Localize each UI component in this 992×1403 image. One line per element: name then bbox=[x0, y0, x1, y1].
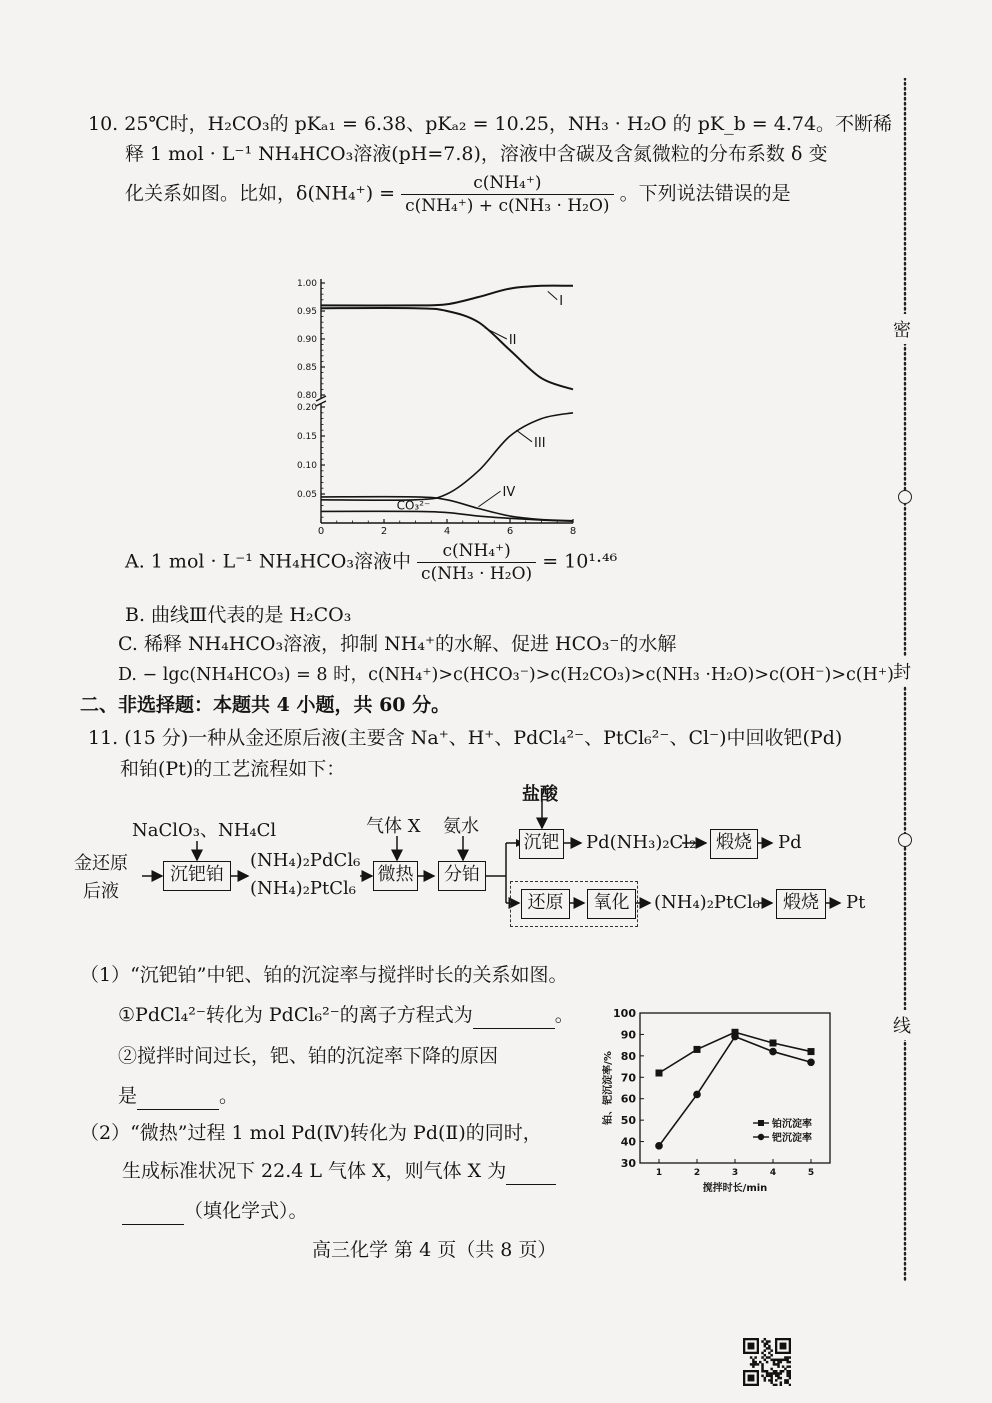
flow-box-wei-re: 微热 bbox=[373, 861, 418, 891]
qr-module bbox=[780, 1372, 782, 1374]
q11-part2b bbox=[122, 1158, 556, 1185]
answer-blank-2[interactable] bbox=[137, 1083, 219, 1110]
flow-product1a: (NH₄)₂PdCl₆ bbox=[250, 850, 361, 871]
qr-module bbox=[786, 1372, 788, 1374]
qr-module bbox=[770, 1381, 772, 1383]
qr-module bbox=[770, 1368, 772, 1370]
answer-blank-4[interactable] bbox=[122, 1198, 184, 1225]
qr-module bbox=[764, 1338, 766, 1340]
legend-marker-square bbox=[758, 1120, 764, 1126]
q10-line3-prefix: 化关系如图。比如，δ(NH₄⁺) = bbox=[125, 182, 396, 205]
qr-module bbox=[752, 1365, 754, 1367]
qr-module bbox=[766, 1372, 768, 1374]
qr-module bbox=[775, 1379, 777, 1381]
flow-product1b: (NH₄)₂PtCl₆ bbox=[250, 878, 357, 899]
qr-module bbox=[770, 1375, 772, 1377]
x-tick-label: 2 bbox=[693, 1168, 701, 1178]
data-point-square bbox=[808, 1048, 815, 1055]
process-flow-diagram bbox=[60, 780, 880, 930]
qr-module bbox=[770, 1377, 772, 1379]
qr-module bbox=[780, 1381, 782, 1383]
q10-option-c: C. 稀释 NH₄HCO₃溶液，抑制 NH₄⁺的水解、促进 HCO₃⁻的水解 bbox=[118, 633, 677, 655]
qr-module bbox=[764, 1370, 766, 1372]
qr-module bbox=[780, 1361, 782, 1363]
option-a-prefix: A. 1 mol · L⁻¹ NH₄HCO₃溶液中 bbox=[125, 550, 411, 573]
qr-module bbox=[764, 1379, 766, 1381]
data-point-square bbox=[656, 1070, 663, 1077]
q10-option-d: D. − lgc(NH₄HCO₃) = 8 时，c(NH₄⁺)>c(HCO₃⁻)>c(H₂CO₃)>c(NH₃ ·H₂O)>c(OH⁻)>c(H⁺) bbox=[118, 665, 894, 685]
qr-module bbox=[777, 1372, 779, 1374]
flow-box-yang-hua: 氧化 bbox=[587, 889, 636, 919]
qr-module bbox=[750, 1363, 752, 1365]
y-tick-label: 100 bbox=[613, 1007, 636, 1020]
qr-module bbox=[789, 1375, 791, 1377]
qr-module bbox=[789, 1361, 791, 1363]
data-point-square bbox=[770, 1040, 777, 1047]
qr-module bbox=[773, 1361, 775, 1363]
legend-label: 铂沉淀率 bbox=[772, 1119, 812, 1130]
qr-module bbox=[754, 1356, 756, 1358]
part1a-text: ①PdCl₄²⁻转化为 PdCl₆²⁻的离子方程式为 bbox=[118, 1004, 473, 1026]
section-2-heading: 二、非选择题：本题共 4 小题，共 60 分。 bbox=[80, 694, 451, 716]
flow-product3: (NH₄)₂PtCl₆ bbox=[654, 892, 761, 913]
qr-module bbox=[757, 1363, 759, 1365]
qr-module bbox=[782, 1365, 784, 1367]
y-tick-label: 1.00 bbox=[296, 279, 317, 289]
series-line-1 bbox=[321, 286, 573, 306]
qr-module bbox=[775, 1363, 777, 1365]
qr-module bbox=[768, 1345, 770, 1347]
y-tick-label: 0.15 bbox=[296, 432, 317, 442]
part1b-prefix: 是 bbox=[118, 1085, 138, 1107]
qr-module bbox=[777, 1359, 779, 1361]
y-tick-label: 0.20 bbox=[296, 403, 317, 413]
part2c-text: （填化学式）。 bbox=[184, 1200, 308, 1222]
qr-module bbox=[770, 1354, 772, 1356]
qr-module bbox=[768, 1372, 770, 1374]
qr-module bbox=[786, 1361, 788, 1363]
qr-module bbox=[780, 1384, 782, 1386]
qr-module bbox=[761, 1352, 763, 1354]
qr-finder-core bbox=[748, 1375, 755, 1382]
qr-module bbox=[786, 1370, 788, 1372]
qr-module bbox=[764, 1354, 766, 1356]
flow-end-pd: Pd bbox=[778, 832, 802, 853]
qr-module bbox=[784, 1368, 786, 1370]
series-label: III bbox=[534, 435, 546, 451]
qr-module bbox=[773, 1359, 775, 1361]
y-tick-label: 70 bbox=[620, 1071, 636, 1085]
y-tick-label: 0.85 bbox=[296, 363, 317, 373]
qr-module bbox=[777, 1361, 779, 1363]
qr-module bbox=[754, 1363, 756, 1365]
qr-module bbox=[784, 1356, 786, 1358]
qr-module bbox=[786, 1379, 788, 1381]
side-label-xian: 线 bbox=[893, 1010, 911, 1040]
flow-box-fen-bo: 分铂 bbox=[438, 861, 486, 891]
qr-module bbox=[784, 1359, 786, 1361]
qr-module bbox=[761, 1340, 763, 1342]
period: 。 bbox=[554, 1004, 574, 1026]
side-circle-2 bbox=[898, 833, 912, 847]
qr-module bbox=[775, 1384, 777, 1386]
y-tick-label: 0.95 bbox=[296, 307, 317, 317]
qr-module bbox=[789, 1365, 791, 1367]
qr-module bbox=[766, 1343, 768, 1345]
y-tick-label: 40 bbox=[620, 1135, 636, 1149]
fraction-denominator: c(NH₃ · H₂O) bbox=[421, 564, 533, 584]
qr-module bbox=[786, 1381, 788, 1383]
distribution-chart bbox=[285, 265, 595, 540]
qr-module bbox=[752, 1359, 754, 1361]
series-label: II bbox=[508, 333, 517, 348]
qr-module bbox=[789, 1372, 791, 1374]
qr-code bbox=[743, 1338, 791, 1386]
flow-product2: Pd(NH₃)₂Cl₂ bbox=[586, 832, 697, 853]
y-tick-label: 90 bbox=[620, 1028, 636, 1042]
q11-part1b: ②搅拌时间过长，钯、铂的沉淀率下降的原因 bbox=[118, 1045, 499, 1067]
flow-box-duan-shao-2: 煅烧 bbox=[776, 889, 826, 919]
qr-module bbox=[761, 1356, 763, 1358]
y-tick-label: 0.10 bbox=[296, 461, 317, 471]
qr-module bbox=[789, 1384, 791, 1386]
qr-module bbox=[764, 1377, 766, 1379]
side-label-mi: 密 bbox=[893, 314, 911, 344]
qr-module bbox=[789, 1377, 791, 1379]
qr-module bbox=[773, 1370, 775, 1372]
y-tick-label: 30 bbox=[620, 1157, 636, 1170]
fraction-numerator: c(NH₄⁺) bbox=[417, 540, 536, 563]
qr-module bbox=[761, 1368, 763, 1370]
y-tick-label: 0.80 bbox=[296, 391, 317, 401]
series-label: I bbox=[559, 293, 564, 309]
x-tick-label: 4 bbox=[443, 526, 451, 537]
q11-part2c bbox=[122, 1198, 308, 1225]
qr-module bbox=[768, 1352, 770, 1354]
qr-module bbox=[754, 1361, 756, 1363]
qr-module bbox=[761, 1370, 763, 1372]
qr-module bbox=[761, 1375, 763, 1377]
data-point-circle bbox=[693, 1091, 701, 1099]
answer-blank-1[interactable] bbox=[473, 1002, 555, 1029]
series-line-2 bbox=[321, 308, 573, 389]
qr-module bbox=[766, 1370, 768, 1372]
qr-module bbox=[777, 1363, 779, 1365]
series-leader-line bbox=[479, 491, 501, 507]
qr-module bbox=[761, 1363, 763, 1365]
flow-hcl: 盐酸 bbox=[522, 784, 558, 805]
qr-module bbox=[786, 1375, 788, 1377]
data-point-circle bbox=[807, 1058, 815, 1066]
x-tick-label: 4 bbox=[769, 1168, 777, 1178]
qr-module bbox=[775, 1359, 777, 1361]
x-tick-label: 0 bbox=[317, 526, 325, 537]
qr-module bbox=[789, 1356, 791, 1358]
q10-line3-suffix: 。下列说法错误的是 bbox=[619, 182, 791, 205]
qr-module bbox=[777, 1377, 779, 1379]
qr-module bbox=[780, 1377, 782, 1379]
qr-module bbox=[752, 1361, 754, 1363]
series-line-3 bbox=[321, 413, 573, 500]
qr-module bbox=[766, 1361, 768, 1363]
qr-module bbox=[764, 1343, 766, 1345]
flow-start-line1: 金还原 bbox=[74, 853, 128, 874]
qr-module bbox=[770, 1379, 772, 1381]
flow-reagent1: NaClO₃、NH₄Cl bbox=[132, 820, 277, 841]
x-tick-label: 1 bbox=[655, 1168, 663, 1178]
qr-module bbox=[784, 1381, 786, 1383]
qr-module bbox=[764, 1349, 766, 1351]
qr-module bbox=[766, 1375, 768, 1377]
qr-module bbox=[768, 1379, 770, 1381]
qr-module bbox=[777, 1365, 779, 1367]
qr-module bbox=[775, 1370, 777, 1372]
qr-module bbox=[786, 1365, 788, 1367]
flow-start bbox=[74, 850, 128, 906]
option-a-suffix: = 10¹·⁴⁶ bbox=[542, 550, 618, 573]
series-leader-line bbox=[516, 430, 532, 442]
flow-box-huan-yuan: 还原 bbox=[521, 889, 570, 919]
y-tick-label: 60 bbox=[620, 1092, 636, 1106]
side-label-feng: 封 bbox=[893, 656, 911, 686]
q11-part1b-answer bbox=[118, 1083, 238, 1110]
qr-module bbox=[759, 1361, 761, 1363]
q11-part1a bbox=[118, 1002, 574, 1029]
x-tick-label: 5 bbox=[807, 1168, 815, 1178]
qr-module bbox=[789, 1370, 791, 1372]
qr-finder-core bbox=[780, 1343, 787, 1350]
qr-module bbox=[764, 1359, 766, 1361]
qr-module bbox=[773, 1384, 775, 1386]
q10-option-b: B. 曲线Ⅲ代表的是 H₂CO₃ bbox=[125, 604, 352, 626]
qr-module bbox=[768, 1347, 770, 1349]
legend-marker-circle bbox=[758, 1134, 764, 1140]
q10-line2: 释 1 mol · L⁻¹ NH₄HCO₃溶液(pH=7.8)，溶液中含碳及含氮微粒的分布系数 δ 变 bbox=[125, 143, 828, 165]
y-tick-label: 50 bbox=[620, 1114, 636, 1128]
qr-module bbox=[766, 1356, 768, 1358]
q11-part2: （2）“微热”过程 1 mol Pd(Ⅳ)转化为 Pd(Ⅱ)的同时， bbox=[80, 1122, 542, 1144]
data-point-circle bbox=[769, 1048, 777, 1056]
part2b-text: 生成标准状况下 22.4 L 气体 X，则气体 X 为 bbox=[122, 1160, 507, 1182]
qr-module bbox=[768, 1356, 770, 1358]
flow-box-chen-ba: 沉钯 bbox=[519, 829, 564, 859]
qr-module bbox=[752, 1363, 754, 1365]
q10-delta-fraction bbox=[401, 172, 613, 217]
series-leader-line bbox=[548, 291, 557, 299]
qr-module bbox=[766, 1347, 768, 1349]
qr-module bbox=[775, 1372, 777, 1374]
fraction-numerator: c(NH₄⁺) bbox=[401, 172, 613, 195]
qr-module bbox=[768, 1375, 770, 1377]
q10-line1: 10. 25℃时，H₂CO₃的 pKₐ₁ = 6.38、pKₐ₂ = 10.25，NH₃ · H₂O 的 pK_b = 4.74。不断稀 bbox=[88, 113, 893, 135]
qr-finder-core bbox=[748, 1343, 755, 1350]
qr-module bbox=[750, 1356, 752, 1358]
qr-module bbox=[766, 1340, 768, 1342]
qr-module bbox=[764, 1345, 766, 1347]
x-tick-label: 2 bbox=[380, 526, 388, 537]
flow-ammonia: 氨水 bbox=[443, 816, 479, 837]
flow-box-chen-ba-bo: 沉钯铂 bbox=[163, 861, 231, 891]
fraction-denominator: c(NH₄⁺) + c(NH₃ · H₂O) bbox=[405, 196, 610, 216]
data-point-square bbox=[694, 1046, 701, 1053]
q11-line1: 11. (15 分)一种从金还原后液(主要含 Na⁺、H⁺、PdCl₄²⁻、PtCl₆²⁻、Cl⁻)中回收钯(Pd) bbox=[88, 727, 843, 749]
qr-module bbox=[773, 1363, 775, 1365]
qr-module bbox=[773, 1372, 775, 1374]
flow-start-line2: 后液 bbox=[83, 881, 119, 902]
option-a-fraction bbox=[417, 540, 536, 585]
qr-module bbox=[777, 1375, 779, 1377]
flow-end-pt: Pt bbox=[846, 892, 866, 913]
qr-module bbox=[784, 1379, 786, 1381]
x-axis-label: 搅拌时长/min bbox=[702, 1183, 768, 1194]
qr-module bbox=[780, 1359, 782, 1361]
qr-module bbox=[770, 1349, 772, 1351]
qr-module bbox=[786, 1359, 788, 1361]
data-point-circle bbox=[731, 1033, 739, 1041]
qr-module bbox=[780, 1370, 782, 1372]
page-footer: 高三化学 第 4 页（共 8 页） bbox=[312, 1239, 557, 1261]
series-label: IV bbox=[502, 485, 516, 501]
answer-blank-3[interactable] bbox=[506, 1158, 556, 1185]
y-tick-label: 0.90 bbox=[296, 335, 317, 345]
qr-module bbox=[770, 1372, 772, 1374]
x-tick-label: 6 bbox=[506, 526, 514, 537]
qr-module bbox=[770, 1359, 772, 1361]
legend-label: 钯沉淀率 bbox=[772, 1133, 812, 1144]
qr-module bbox=[786, 1356, 788, 1358]
precipitation-chart bbox=[595, 1005, 835, 1200]
q10-option-a bbox=[125, 540, 617, 592]
q11-part1: （1）“沉钯铂”中钯、铂的沉淀率与搅拌时长的关系如图。 bbox=[80, 964, 568, 986]
q10-line3 bbox=[125, 172, 791, 232]
side-circle-1 bbox=[898, 490, 912, 504]
qr-module bbox=[768, 1340, 770, 1342]
qr-module bbox=[782, 1370, 784, 1372]
qr-module bbox=[775, 1375, 777, 1377]
period: 。 bbox=[219, 1085, 239, 1107]
y-tick-label: 80 bbox=[620, 1049, 636, 1063]
series-label: CO₃²⁻ bbox=[396, 498, 431, 513]
x-tick-label: 3 bbox=[731, 1168, 739, 1178]
q11-line2: 和铂(Pt)的工艺流程如下： bbox=[120, 758, 346, 780]
flow-gas-x: 气体 X bbox=[366, 816, 421, 837]
qr-module bbox=[761, 1365, 763, 1367]
y-tick-label: 0.05 bbox=[296, 490, 317, 500]
x-tick-label: 8 bbox=[569, 526, 577, 537]
data-point-circle bbox=[655, 1142, 663, 1150]
flow-box-duan-shao-1: 煅烧 bbox=[710, 829, 758, 859]
qr-module bbox=[782, 1359, 784, 1361]
y-axis-label: 铂、钯沉淀率/% bbox=[603, 1051, 614, 1125]
